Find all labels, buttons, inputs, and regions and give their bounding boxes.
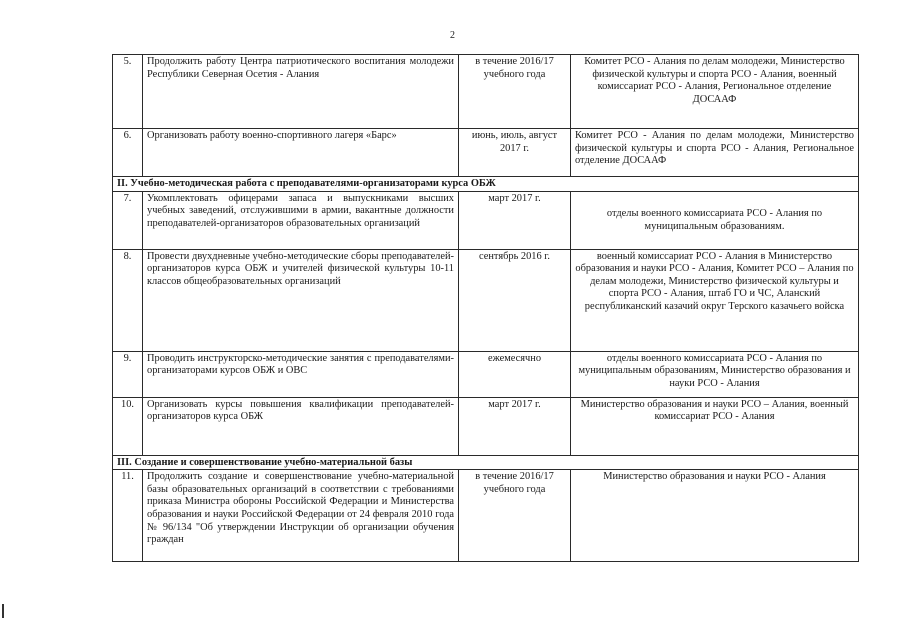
- section-heading-2: [113, 177, 859, 192]
- activity-date: июнь, июль, август 2017 г.: [459, 129, 571, 177]
- responsible-party: Министерство образования и науки РСО - Алания: [571, 470, 859, 562]
- row-number: 6.: [113, 129, 143, 177]
- activity-text: Укомплектовать офицерами запаса и выпускниками высших учебных заведений, отслужившими в армии, вакантные должности преподавателей-организаторов образовательных организаций: [143, 191, 459, 249]
- responsible-party: военный комиссариат РСО - Алания в Министерство образования и науки РСО - Алания, Комитет РСО – Алания по делам молодежи, Министерство физической культуры и спорта РСО - Алания, штаб ГО и ЧС, Аланский республиканский казачий округ Терского казачьего войска: [571, 249, 859, 351]
- activity-text: Продолжить работу Центра патриотического воспитания молодежи Республики Северная Осетия - Алания: [143, 55, 459, 129]
- responsible-party: Комитет РСО - Алания по делам молодежи, Министерство физической культуры и спорта РСО - Алания, Региональное отделение ДОСААФ: [571, 129, 859, 177]
- row-number: 11.: [113, 470, 143, 562]
- row-number: 5.: [113, 55, 143, 129]
- responsible-party: Министерство образования и науки РСО – Алания, военный комиссариат РСО - Алания: [571, 397, 859, 455]
- table-row-5: [113, 55, 859, 129]
- activity-text: Провести двухдневные учебно-методические сборы преподавателей-организаторов курса ОБЖ и учителей физической культуры 10-11 классов общеобразовательных организаций: [143, 249, 459, 351]
- row-number: 8.: [113, 249, 143, 351]
- table-row-6: [113, 129, 859, 177]
- activity-text: Организовать работу военно-спортивного лагеря «Барс»: [143, 129, 459, 177]
- table-row-11: [113, 470, 859, 562]
- activity-date: март 2017 г.: [459, 191, 571, 249]
- activity-date: в течение 2016/17 учебного года: [459, 55, 571, 129]
- row-number: 10.: [113, 397, 143, 455]
- page-number: 2: [450, 30, 455, 41]
- responsible-party: отделы военного комиссариата РСО - Алания по муниципальным образованиям.: [571, 191, 859, 249]
- table-row-7: [113, 191, 859, 249]
- row-number: 7.: [113, 191, 143, 249]
- activity-text: Продолжить создание и совершенствование учебно-материальной базы образовательных организаций в соответствии с требованиями приказа Министра обороны Российской Федерации и Министерства образования и науки Российской Федерации от 24 февраля 2010 года № 96/134 "Об утверждении Инструкции об организации обучения граждан: [143, 470, 459, 562]
- activity-date: сентябрь 2016 г.: [459, 249, 571, 351]
- section-heading-3: [113, 455, 859, 470]
- activity-date: в течение 2016/17 учебного года: [459, 470, 571, 562]
- activity-text: Проводить инструкторско-методические занятия с преподавателями-организаторами курсов ОБЖ и ОВС: [143, 351, 459, 397]
- section-title: II. Учебно-методическая работа с преподавателями-организаторами курса ОБЖ: [113, 177, 859, 192]
- section-title: III. Создание и совершенствование учебно-материальной базы: [113, 455, 859, 470]
- activity-text: Организовать курсы повышения квалификации преподавателей-организаторов курса ОБЖ: [143, 397, 459, 455]
- responsible-party: отделы военного комиссариата РСО - Алания по муниципальным образованиям, Министерство образования и науки РСО - Алания: [571, 351, 859, 397]
- scan-margin-mark: [2, 604, 4, 618]
- activity-date: ежемесячно: [459, 351, 571, 397]
- responsible-party: Комитет РСО - Алания по делам молодежи, Министерство физической культуры и спорта РСО - Алания, военный комиссариат РСО - Алания, Региональное отделение ДОСААФ: [571, 55, 859, 129]
- row-number: 9.: [113, 351, 143, 397]
- plan-table: [112, 54, 859, 562]
- table-row-8: [113, 249, 859, 351]
- activity-date: март 2017 г.: [459, 397, 571, 455]
- table-row-9: [113, 351, 859, 397]
- table-row-10: [113, 397, 859, 455]
